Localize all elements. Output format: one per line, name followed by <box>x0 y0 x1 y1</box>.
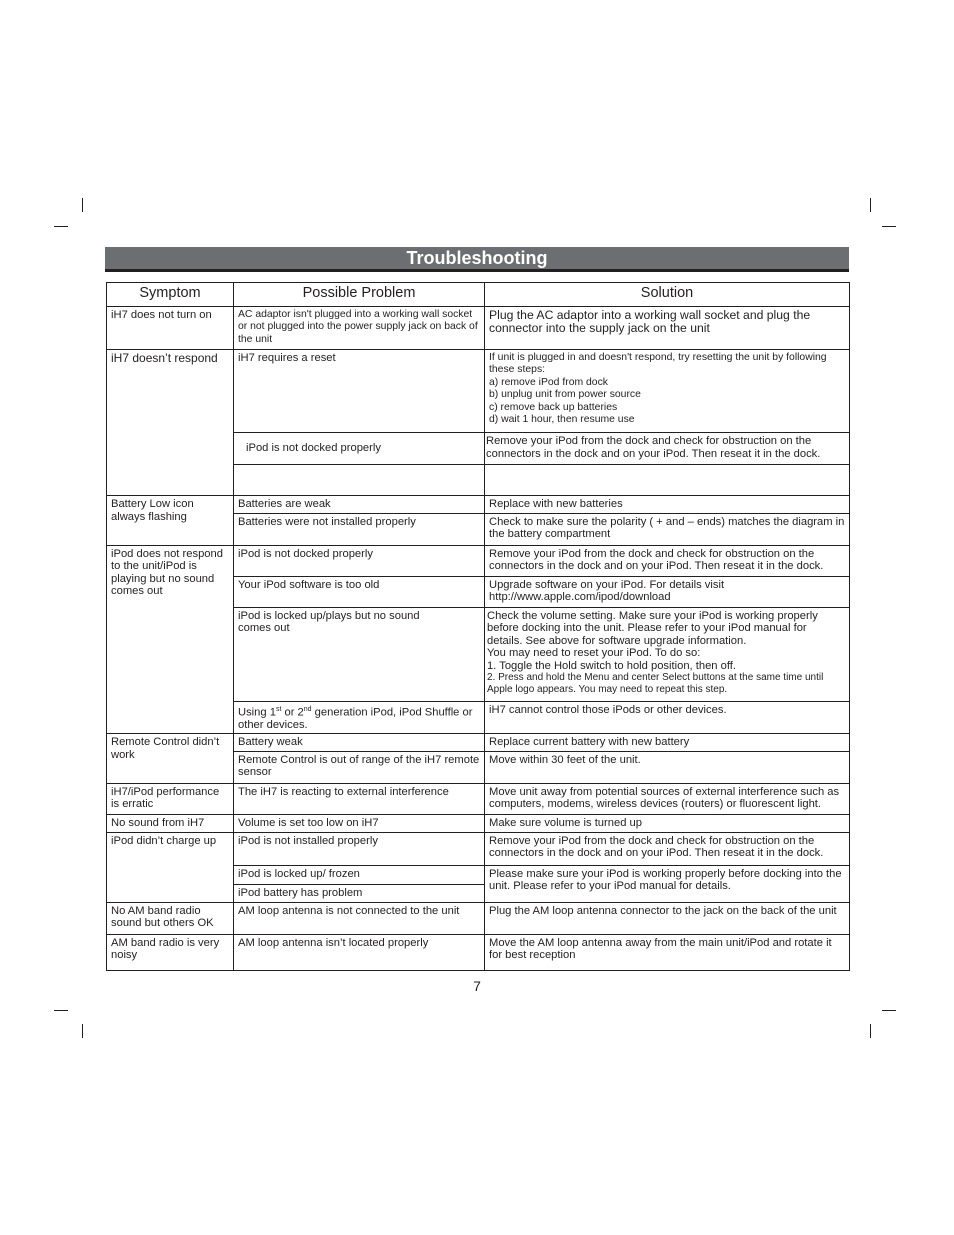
solution-cell: Upgrade software on your iPod. For details visit http://www.apple.com/ipod/download <box>485 576 850 607</box>
symptom-cell: iPod does not respond to the unit/iPod is playing but no sound comes out <box>107 545 234 734</box>
solution-cell: Plug the AM loop antenna connector to the jack on the back of the unit <box>485 902 850 934</box>
problem-cell: Battery weak <box>234 734 485 752</box>
troubleshooting-table <box>106 282 850 971</box>
problem-cell: Your iPod software is too old <box>234 576 485 607</box>
page-number: 7 <box>473 978 481 994</box>
page-title: Troubleshooting <box>105 247 849 272</box>
problem-text: generation iPod, iPod Shuffle or other devices. <box>238 706 473 731</box>
problem-cell: iPod is locked up/ frozen <box>234 865 485 884</box>
solution-cell: iH7 cannot control those iPods or other devices. <box>485 701 850 734</box>
table-row <box>107 307 850 350</box>
symptom-cell: iH7 doesn’t respond <box>107 350 234 496</box>
solution-text: Check the volume setting. Make sure your iPod is working properly before docking into the unit. Please refer to your iPod manual for details. See above for software upgrade information. You may need to reset your iPod. To do so: 1. Toggle the Hold switch to hold position, then off. <box>487 609 818 672</box>
table-row <box>107 734 850 752</box>
solution-cell <box>485 465 850 496</box>
table-row <box>107 814 850 832</box>
header-symptom: Symptom <box>107 283 234 307</box>
problem-cell: Remote Control is out of range of the iH7 remote sensor <box>234 751 485 783</box>
problem-cell: AM loop antenna is not connected to the unit <box>234 902 485 934</box>
table-row <box>107 350 850 433</box>
solution-cell: If unit is plugged in and doesn't respond, try resetting the unit by following these steps: a) remove iPod from dock b) unplug unit from power source c) remove back up batteries d) wait 1 hour, then resume use <box>485 350 850 433</box>
header-problem: Possible Problem <box>234 283 485 307</box>
solution-cell: Please make sure your iPod is working properly before docking into the unit. Please refer to your iPod manual for details. <box>485 865 850 902</box>
problem-cell: Volume is set too low on iH7 <box>234 814 485 832</box>
problem-cell: iPod is not docked properly <box>234 545 485 576</box>
problem-cell: iH7 requires a reset <box>234 350 485 433</box>
solution-cell: Move unit away from potential sources of external interference such as computers, modems, wireless devices (routers) or fluorescent light. <box>485 783 850 814</box>
superscript: nd <box>303 705 312 713</box>
solution-cell: Move the AM loop antenna away from the main unit/iPod and rotate it for best reception <box>485 934 850 970</box>
crop-mark <box>870 1024 871 1038</box>
problem-cell: Batteries are weak <box>234 496 485 514</box>
solution-cell: Replace with new batteries <box>485 496 850 514</box>
problem-cell: AM loop antenna isn’t located properly <box>234 934 485 970</box>
table-row <box>107 496 850 514</box>
crop-mark <box>882 1010 896 1011</box>
problem-cell <box>234 465 485 496</box>
table-row <box>107 902 850 934</box>
problem-cell: iPod is not docked properly <box>234 433 485 465</box>
table-row <box>107 934 850 970</box>
symptom-cell: iH7/iPod performance is erratic <box>107 783 234 814</box>
symptom-cell: Battery Low icon always flashing <box>107 496 234 546</box>
solution-cell: Remove your iPod from the dock and check for obstruction on the connectors in the dock and on your iPod. Then reseat it in the dock. <box>485 832 850 865</box>
crop-mark <box>870 198 871 212</box>
problem-cell: AC adaptor isn't plugged into a working wall socket or not plugged into the power supply jack on back of the unit <box>234 307 485 350</box>
superscript: st <box>275 705 282 713</box>
crop-mark <box>54 1010 68 1011</box>
problem-text: Using 1 <box>238 706 276 719</box>
solution-cell: Move within 30 feet of the unit. <box>485 751 850 783</box>
problem-text: or 2 <box>281 706 304 719</box>
symptom-cell: iPod didn’t charge up <box>107 832 234 902</box>
solution-cell: Remove your iPod from the dock and check for obstruction on the connectors in the dock and on your iPod. Then reseat it in the dock. <box>485 433 850 465</box>
solution-step-2: 2. Press and hold the Menu and center Select buttons at the same time until Apple logo appears. You may need to repeat this step. <box>487 672 824 695</box>
crop-mark <box>54 226 68 227</box>
symptom-cell: Remote Control didn’t work <box>107 734 234 784</box>
symptom-cell: No sound from iH7 <box>107 814 234 832</box>
symptom-cell: No AM band radio sound but others OK <box>107 902 234 934</box>
header-solution: Solution <box>485 283 850 307</box>
table-row <box>107 832 850 865</box>
problem-cell: The iH7 is reacting to external interference <box>234 783 485 814</box>
table-header-row <box>107 283 850 307</box>
problem-cell: iPod is locked up/plays but no sound comes out <box>234 607 485 701</box>
solution-cell <box>485 607 850 701</box>
symptom-cell: iH7 does not turn on <box>107 307 234 350</box>
crop-mark <box>82 198 83 212</box>
solution-cell: Plug the AC adaptor into a working wall socket and plug the connector into the supply jack on the unit <box>485 307 850 350</box>
problem-cell: iPod is not installed properly <box>234 832 485 865</box>
table-row <box>107 545 850 576</box>
crop-mark <box>82 1024 83 1038</box>
solution-cell: Make sure volume is turned up <box>485 814 850 832</box>
problem-cell <box>234 701 485 734</box>
table-row <box>107 783 850 814</box>
symptom-cell: AM band radio is very noisy <box>107 934 234 970</box>
solution-cell: Remove your iPod from the dock and check for obstruction on the connectors in the dock and on your iPod. Then reseat it in the dock. <box>485 545 850 576</box>
solution-cell: Replace current battery with new battery <box>485 734 850 752</box>
problem-cell: Batteries were not installed properly <box>234 513 485 545</box>
crop-mark <box>882 226 896 227</box>
solution-cell: Check to make sure the polarity ( + and – ends) matches the diagram in the battery compartment <box>485 513 850 545</box>
problem-cell: iPod battery has problem <box>234 884 485 902</box>
